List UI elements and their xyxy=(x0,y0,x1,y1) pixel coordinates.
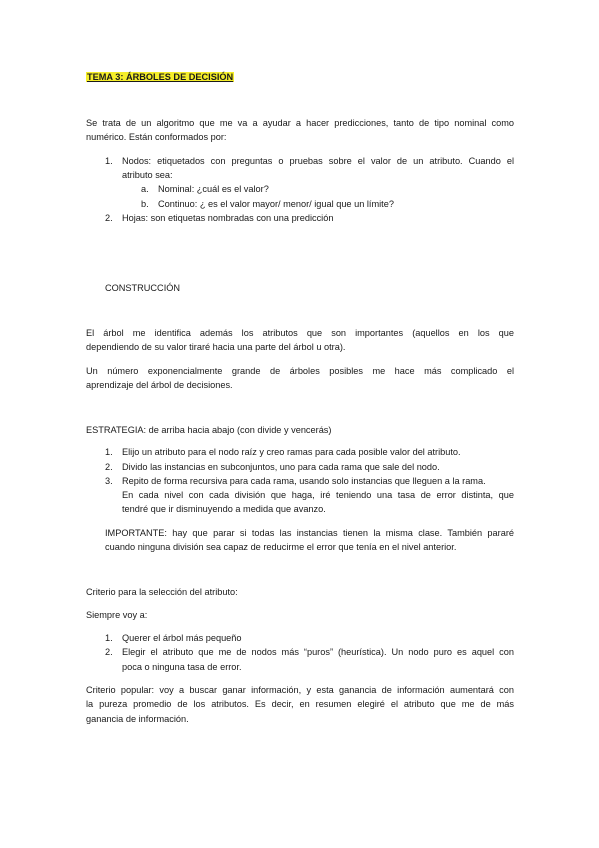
criterio-popular-line2: la pureza promedio de los atributos. Es decir, en resumen elegiré el atributo que me de más xyxy=(86,699,514,709)
list1-item2-number: 2. xyxy=(105,213,113,223)
list2-item3-number: 3. xyxy=(105,476,113,486)
importante-line1: IMPORTANTE: hay que parar si todas las instancias tienen la misma clase. También pararé xyxy=(105,528,514,538)
para1-line2: dependiendo de su valor tiraré hacia una parte del árbol u otra). xyxy=(86,342,346,352)
construccion-heading: CONSTRUCCIÓN xyxy=(105,283,181,293)
para2-line1: Un número exponencialmente grande de árboles posibles me hace más complicado el xyxy=(86,366,514,376)
list1-item1-line2: atributo sea: xyxy=(122,170,173,180)
list3-item1-number: 1. xyxy=(105,633,113,643)
list3-item2-number: 2. xyxy=(105,647,113,657)
list2-item1-number: 1. xyxy=(105,447,113,457)
criterio-heading: Criterio para la selección del atributo: xyxy=(86,587,238,597)
sublist-b-letter: b. xyxy=(141,199,149,209)
list2-item3-line1: Repito de forma recursiva para cada rama, usando solo instancias que lleguen a la rama. xyxy=(122,476,486,486)
sublist-a-text: Nominal: ¿cuál es el valor? xyxy=(158,184,269,194)
para1-line1: El árbol me identifica además los atributos que son importantes (aquellos en los que xyxy=(86,328,514,338)
list2-item2-number: 2. xyxy=(105,462,113,472)
title-text: TEMA 3: ÁRBOLES DE DECISIÓN xyxy=(87,72,234,82)
list1-item1-number: 1. xyxy=(105,156,113,166)
para2-line2: aprendizaje del árbol de decisiones. xyxy=(86,380,233,390)
list2-item3-line3: tendré que ir disminuyendo a medida que avanzo. xyxy=(122,504,326,514)
importante-line2: cuando ninguna división sea capaz de reducirme el error que tenía en el nivel anterior. xyxy=(105,542,457,552)
list1-item1-line1: Nodos: etiquetados con preguntas o pruebas sobre el valor de un atributo. Cuando el xyxy=(122,156,514,166)
criterio-popular-line1: Criterio popular: voy a buscar ganar información, y esta ganancia de información aumentará con xyxy=(86,685,514,695)
list1-item2-line1: Hojas: son etiquetas nombradas con una predicción xyxy=(122,213,334,223)
list2-item1-line1: Elijo un atributo para el nodo raíz y creo ramas para cada posible valor del atributo. xyxy=(122,447,461,457)
estrategia-line: ESTRATEGIA: de arriba hacia abajo (con divide y vencerás) xyxy=(86,425,332,435)
sublist-b-text: Continuo: ¿ es el valor mayor/ menor/ igual que un límite? xyxy=(158,199,394,209)
list2-item3-line2: En cada nivel con cada división que haga, iré teniendo una tasa de error distinta, que xyxy=(122,490,514,500)
list2-item2-line1: Divido las instancias en subconjuntos, uno para cada rama que sale del nodo. xyxy=(122,462,440,472)
intro-line-1: Se trata de un algoritmo que me va a ayudar a hacer predicciones, tanto de tipo nominal como xyxy=(86,118,514,128)
document-title xyxy=(86,71,234,83)
criterio-popular-line3: ganancia de información. xyxy=(86,714,189,724)
list3-item1-line1: Querer el árbol más pequeño xyxy=(122,633,242,643)
siempre-line: Siempre voy a: xyxy=(86,610,148,620)
list3-item2-line1: Elegir el atributo que me de nodos más “puros” (heurística). Un nodo puro es aquel con xyxy=(122,647,514,657)
sublist-a-letter: a. xyxy=(141,184,149,194)
list3-item2-line2: poca o ninguna tasa de error. xyxy=(122,662,242,672)
intro-line-2: numérico. Están conformados por: xyxy=(86,132,227,142)
